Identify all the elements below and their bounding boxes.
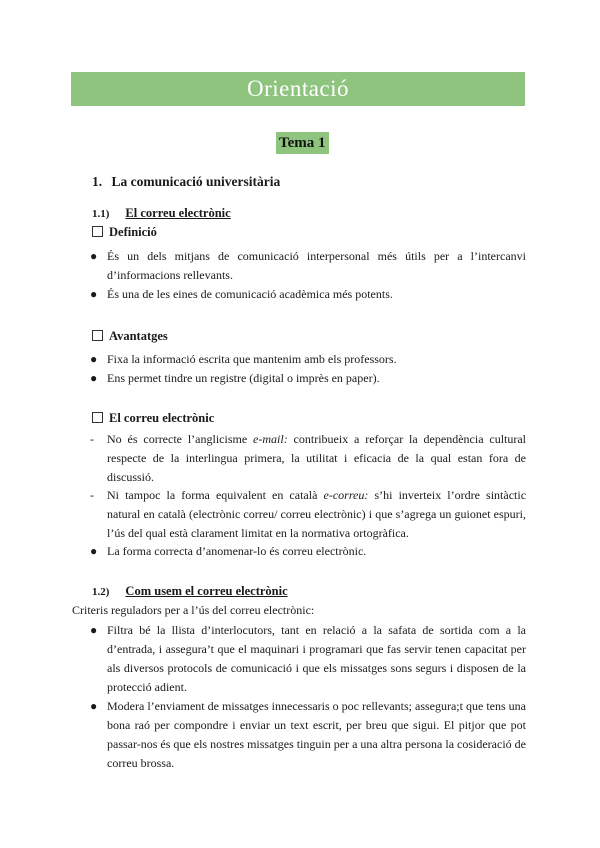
bullet-icon: ● — [90, 249, 98, 263]
bullet-icon: ● — [90, 352, 98, 366]
bullet-icon: ● — [90, 371, 98, 385]
section-1-heading — [92, 174, 280, 190]
criteris-bullet-1: Filtra bé la llista d’interlocutors, tant en relació a la safata de sortida com a la d’entrada, i assegura’t que el maquinari i programari que fas servir tenen capacitat per als diversos protocols de comunicació i que els missatges sons segurs i disposen de la protecció adient. — [107, 623, 526, 694]
dash-text-prefix: No és correcte l’anglicisme — [107, 432, 248, 446]
checkbox-icon — [92, 226, 103, 237]
dash-term: e-mail: — [253, 432, 288, 446]
subsection-number: 1.2) — [92, 586, 110, 598]
avantatges-label — [92, 329, 168, 344]
dash-text-prefix: Ni tampoc la forma equivalent en català — [107, 488, 318, 502]
subsection-1-1-heading — [92, 206, 231, 221]
dash-text-rest: contribueix a reforçar la dependència cultural respecte de la interlingua primera, la utilitat i eficacia de la qual estan fora de discussió. — [107, 432, 527, 484]
correu-label — [92, 411, 214, 426]
checkbox-icon — [92, 412, 103, 423]
label-text: Avantatges — [109, 329, 168, 343]
criteris-bullet-2: Modera l’enviament de missatges innecessaris o poc rellevants; assegura;t que tens una bona raó per compondre i enviar un text escrit, per breu que sigui. El pitjor que pot passar-nos és que els nostres missatges tinguin per a una altra persona la cosideració de correu brossa. — [107, 699, 526, 770]
subsection-1-2-heading — [92, 584, 288, 599]
subsection-title: Com usem el correu electrònic — [125, 584, 288, 598]
correu-dash-1 — [107, 430, 526, 487]
section-number: 1. — [92, 174, 103, 189]
bullet-icon: ● — [90, 699, 98, 713]
dash-marker: - — [90, 432, 94, 446]
definicio-bullet-2: És una de les eines de comunicació acadèmica més potents. — [107, 287, 393, 301]
bullet-icon: ● — [90, 623, 98, 637]
subsection-number: 1.1) — [92, 208, 110, 220]
label-text: Definició — [109, 225, 157, 239]
avantatges-bullet-1: Fixa la informació escrita que mantenim amb els professors. — [107, 352, 397, 366]
page-title: Orientació — [246, 76, 350, 101]
checkbox-icon — [92, 330, 103, 341]
dash-marker: - — [90, 488, 94, 502]
correu-bullet: La forma correcta d’anomenar-lo és correu electrònic. — [107, 544, 367, 558]
dash-term: e-correu: — [323, 488, 369, 502]
bullet-icon: ● — [90, 287, 98, 301]
tema-heading: Tema 1 — [276, 132, 329, 154]
bullet-icon: ● — [90, 544, 98, 558]
section-title: La comunicació universitària — [111, 174, 281, 189]
correu-dash-2 — [107, 486, 526, 543]
avantatges-bullet-2: Ens permet tindre un registre (digital o imprès en paper). — [107, 371, 380, 385]
label-text: El correu electrònic — [109, 411, 215, 425]
subsection-title: El correu electrònic — [125, 206, 231, 220]
definicio-bullet-1: És un dels mitjans de comunicació interpersonal més útils per a l’intercanvi d’informacions rellevants. — [107, 249, 526, 282]
definicio-label — [92, 225, 157, 240]
dash-text-rest: s’hi inverteix l’ordre sintàctic natural en català (electrònic correu/ correu electrònic) i que s’agrega un guionet espuri, l’ús del qual està clarament limitat en la normativa ortogràfica. — [107, 488, 527, 540]
page-title-bar — [71, 72, 525, 106]
criteris-intro: Criteris reguladors per a l’ús del correu electrònic: — [72, 603, 315, 617]
